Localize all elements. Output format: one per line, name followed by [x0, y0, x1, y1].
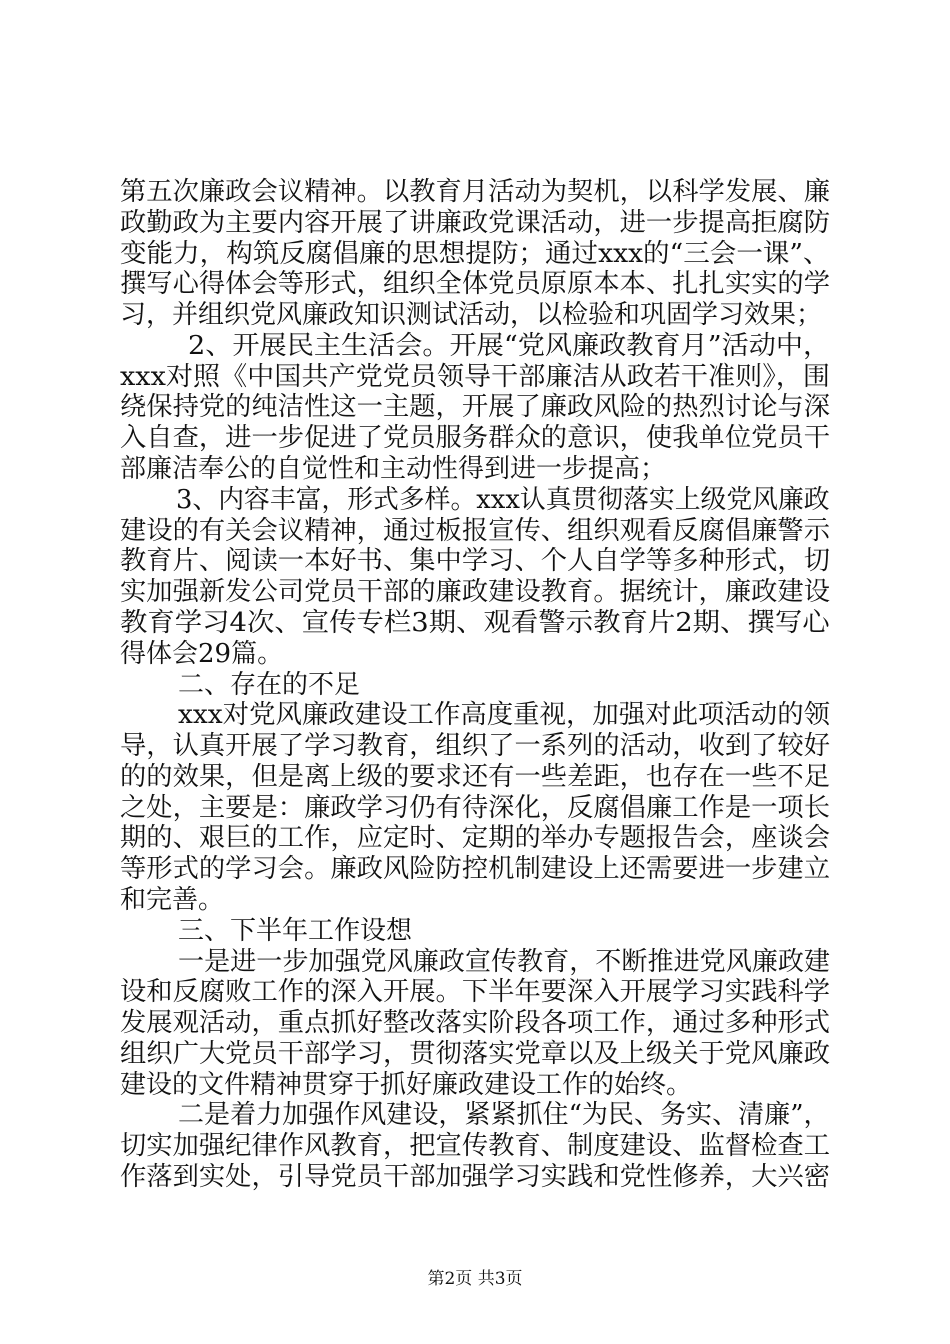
text-line: 发展观活动，重点抓好整改落实阶段各项工作，通过多种形式 — [120, 1008, 831, 1038]
text-line: 一是进一步加强党风廉政宣传教育，不断推进党风廉政建 — [178, 947, 831, 977]
text-line: 作落到实处，引导党员干部加强学习实践和党性修养，大兴密 — [120, 1162, 831, 1192]
text-line: 之处，主要是：廉政学习仍有待深化，反腐倡廉工作是一项长 — [120, 793, 831, 823]
text-line: xxx对照《中国共产党党员领导干部廉洁从政若干准则》，围 — [120, 362, 831, 392]
text-line: 的的效果，但是离上级的要求还有一些差距，也存在一些不足 — [120, 762, 831, 792]
text-line: 切实加强纪律作风教育，把宣传教育、制度建设、监督检查工 — [120, 1131, 831, 1161]
section-heading: 二、存在的不足 — [178, 670, 361, 700]
text-line: 绕保持党的纯洁性这一主题，开展了廉政风险的热烈讨论与深 — [120, 392, 831, 422]
text-line: 设和反腐败工作的深入开展。下半年要深入开展学习实践科学 — [120, 977, 831, 1007]
text-line: 建设的有关会议精神，通过板报宣传、组织观看反腐倡廉警示 — [120, 516, 831, 546]
text-line: 3、内容丰富，形式多样。xxx认真贯彻落实上级党风廉政 — [176, 485, 830, 515]
text-line: 得体会29篇。 — [120, 639, 284, 669]
section-heading: 三、下半年工作设想 — [178, 916, 413, 946]
text-line: xxx对党风廉政建设工作高度重视，加强对此项活动的领 — [178, 700, 831, 730]
text-line: 教育片、阅读一本好书、集中学习、个人自学等多种形式，切 — [120, 546, 831, 576]
text-line: 第五次廉政会议精神。以教育月活动为契机，以科学发展、廉 — [120, 177, 831, 207]
text-line: 和完善。 — [120, 885, 225, 915]
text-line: 期的、艰巨的工作，应定时、定期的举办专题报告会，座谈会 — [120, 823, 831, 853]
text-line: 实加强新发公司党员干部的廉政建设教育。据统计，廉政建设 — [120, 577, 831, 607]
text-line: 二是着力加强作风建设，紧紧抓住“为民、务实、清廉”， — [178, 1100, 830, 1130]
text-line: 等形式的学习会。廉政风险防控机制建设上还需要进一步建立 — [120, 854, 831, 884]
text-line: 部廉洁奉公的自觉性和主动性得到进一步提高； — [120, 454, 667, 484]
text-line: 导，认真开展了学习教育，组织了一系列的活动，收到了较好 — [120, 731, 831, 761]
text-line: 撰写心得体会等形式，组织全体党员原原本本、扎扎实实的学 — [120, 269, 831, 299]
text-line: 组织广大党员干部学习，贯彻落实党章以及上级关于党风廉政 — [120, 1039, 831, 1069]
text-line: 入自查，进一步促进了党员服务群众的意识，使我单位党员干 — [120, 423, 831, 453]
page-number-footer: 第2页 共3页 — [427, 1269, 523, 1289]
text-line: 教育学习4次、宣传专栏3期、观看警示教育片2期、撰写心 — [120, 608, 830, 638]
text-line: 变能力，构筑反腐倡廉的思想提防；通过xxx的“三会一课”、 — [120, 239, 830, 269]
text-line: 政勤政为主要内容开展了讲廉政党课活动，进一步提高拒腐防 — [120, 208, 831, 238]
text-line: 建设的文件精神贯穿于抓好廉政建设工作的始终。 — [120, 1070, 693, 1100]
text-line: 习，并组织党风廉政知识测试活动，以检验和巩固学习效果； — [120, 300, 823, 330]
text-line: 2、开展民主生活会。开展“党风廉政教育月”活动中， — [188, 331, 831, 361]
